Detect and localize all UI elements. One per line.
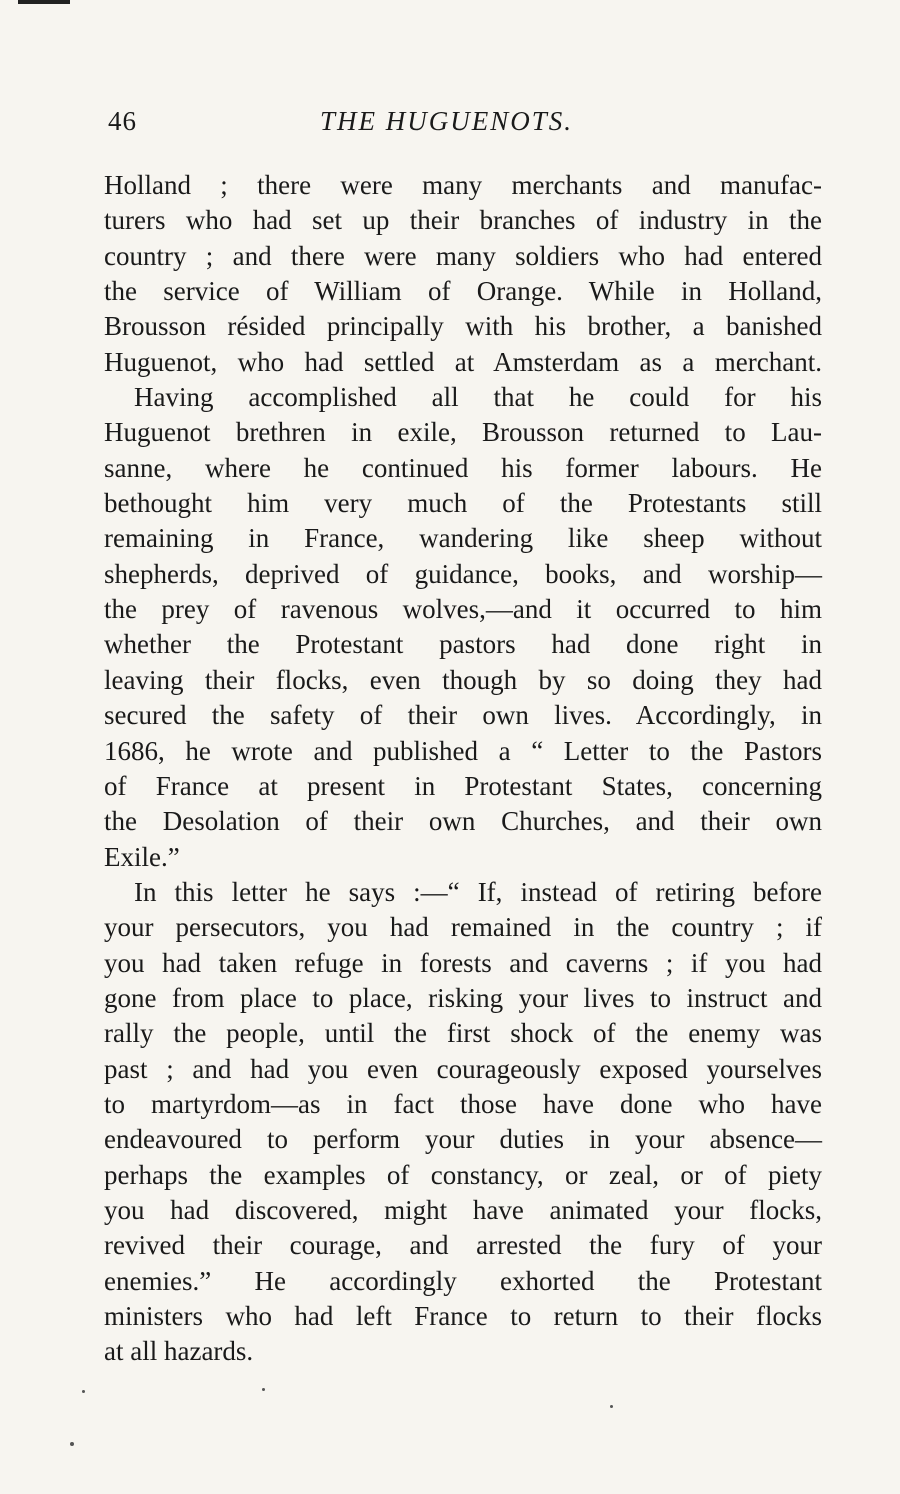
text-line: your persecutors, you had remained in the country ; if [104,912,822,943]
text-line: the service of William of Orange. While in Holland, [104,276,822,307]
paragraph [104,875,822,1370]
text-line: to martyrdom—as in fact those have done who have [104,1088,822,1119]
text-line: perhaps the examples of constancy, or zeal, or of piety [104,1159,822,1190]
text-line: gone from place to place, risking your lives to instruct and [104,982,822,1013]
text-line: revived their courage, and arrested the fury of your [104,1230,822,1261]
text-line: bethought him very much of the Protestants still [104,488,822,519]
text-line: 1686, he wrote and published a “ Letter to the Pastors [104,735,822,766]
text-line: In this letter he says :—“ If, instead of retiring before [134,876,822,907]
text-line: past ; and had you even courageously exposed yourselves [104,1053,822,1084]
text-line: rally the people, until the first shock of the enemy was [104,1018,822,1049]
text-line: enemies.” He accordingly exhorted the Protestant [104,1265,822,1296]
text-line: secured the safety of their own lives. Accordingly, in [104,700,822,731]
text-line: turers who had set up their branches of industry in the [104,205,822,236]
running-title: THE HUGUENOTS. [320,106,574,136]
text-line: Brousson résided principally with his brother, a banished [104,311,822,342]
scan-speck [610,1405,613,1408]
paragraph [104,168,822,380]
text-line: country ; and there were many soldiers who had entered [104,240,822,271]
text-line: sanne, where he continued his former labours. He [104,452,822,483]
page-header [108,106,818,146]
text-line: you had discovered, might have animated your flocks, [104,1194,822,1225]
text-line: the Desolation of their own Churches, and their own [104,806,822,837]
corner-mark [18,0,70,4]
text-line: endeavoured to perform your duties in your absence— [104,1124,822,1155]
text-line: Holland ; there were many merchants and manufac- [104,170,822,200]
text-line: remaining in France, wandering like sheep without [104,523,822,554]
text-line: you had taken refuge in forests and caverns ; if you had [104,947,822,978]
scan-speck [82,1390,85,1393]
text-line: Having accomplished all that he could for his [134,382,822,413]
paragraph [104,380,822,875]
scan-speck [262,1388,265,1391]
page-number: 46 [108,106,137,136]
text-line: leaving their flocks, even though by so doing they had [104,664,822,695]
text-line: Exile.” [104,841,180,872]
body-text [104,168,822,1370]
text-line: Huguenot brethren in exile, Brousson returned to Lau- [104,417,822,448]
text-line: shepherds, deprived of guidance, books, and worship— [104,558,822,589]
text-line: ministers who had left France to return to their flocks [104,1301,822,1331]
scan-speck [70,1442,74,1446]
text-line: of France at present in Protestant States, concerning [104,770,822,801]
text-line: whether the Protestant pastors had done right in [104,629,822,660]
text-line: the prey of ravenous wolves,—and it occurred to him [104,594,822,625]
text-line: at all hazards. [104,1336,254,1367]
text-line: Huguenot, who had settled at Amsterdam as a merchant. [104,346,822,377]
